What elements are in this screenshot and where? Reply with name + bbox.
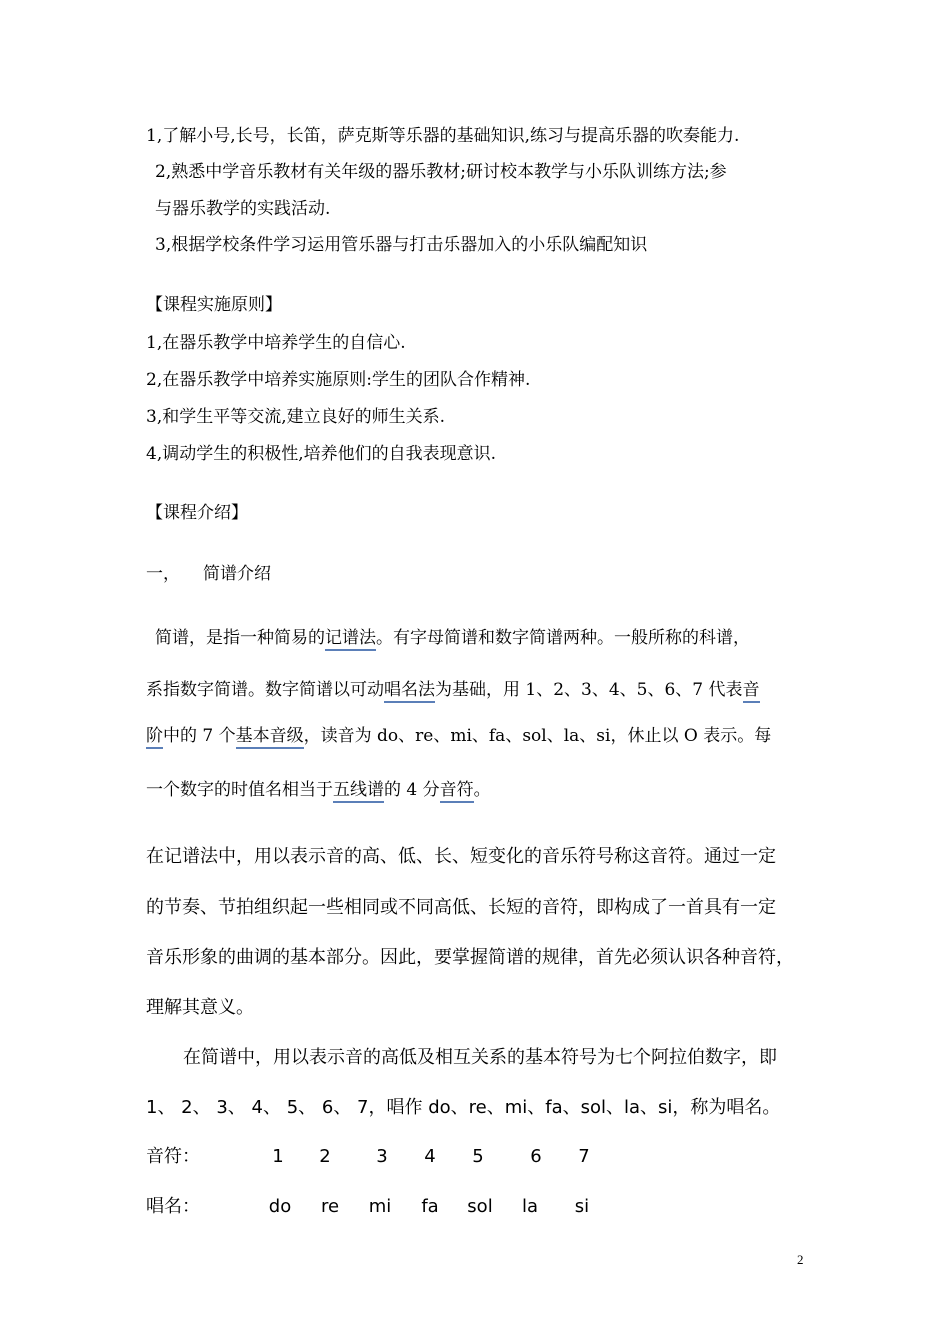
para1-text: 为基础，用 1、2、3、4、5、6、7 代表 xyxy=(435,680,743,700)
syllable-value: mi xyxy=(368,1196,392,1217)
para1-line-3 xyxy=(146,726,771,746)
para2-line-4: 理解其意义。 xyxy=(146,997,254,1018)
goal-line-2: 2,熟悉中学音乐教材有关年级的器乐教材;研讨校本教学与小乐队训练方法;参 xyxy=(155,162,727,182)
principles-heading: 【课程实施原则】 xyxy=(146,295,282,315)
notes-row-label: 音符： xyxy=(146,1146,200,1167)
para2-line-2: 的节奏、节拍组织起一些相同或不同高低、长短的音符，即构成了一首具有一定 xyxy=(146,897,776,918)
para1-text: 。有字母简谱和数字简谱两种。一般所称的科谱， xyxy=(376,628,750,648)
principle-line-3: 3,和学生平等交流,建立良好的师生关系. xyxy=(146,407,446,427)
para2-line-3: 音乐形象的曲调的基本部分。因此，要掌握简谱的规律，首先必须认识各种音符， xyxy=(146,947,794,968)
syllable-value: re xyxy=(320,1196,340,1217)
note-value: 3 xyxy=(376,1146,388,1167)
para1-line-1 xyxy=(155,628,750,648)
syllable-value: do xyxy=(268,1196,292,1217)
para1-line-2 xyxy=(146,680,760,700)
note-value: 5 xyxy=(472,1146,484,1167)
principle-line-2: 2,在器乐教学中培养实施原则:学生的团队合作精神. xyxy=(146,370,531,390)
syllable-value: sol xyxy=(467,1196,493,1217)
note-value: 2 xyxy=(319,1146,331,1167)
principle-line-4: 4,调动学生的积极性,培养他们的自我表现意识. xyxy=(146,444,497,464)
link-staff-notation[interactable]: 五线谱 xyxy=(333,780,384,803)
para2-line-1: 在记谱法中，用以表示音的高、低、长、短变化的音乐符号称这音符。通过一定 xyxy=(146,846,776,867)
link-notation-method[interactable]: 记谱法 xyxy=(325,628,376,651)
goal-line-4: 3,根据学校条件学习运用管乐器与打击乐器加入的小乐队编配知识 xyxy=(155,235,648,255)
note-value: 1 xyxy=(272,1146,284,1167)
page-number: 2 xyxy=(797,1252,804,1267)
section-number: 一， xyxy=(146,564,180,584)
link-scale-part2[interactable]: 阶 xyxy=(146,726,163,749)
para1-text: 的 4 分 xyxy=(384,780,440,800)
note-value: 4 xyxy=(424,1146,436,1167)
para1-text: 。 xyxy=(473,780,491,800)
para3-line-2: 1、 2、 3、 4、 5、 6、 7，唱作 do、re、mi、fa、sol、la、si，称为唱名。 xyxy=(146,1097,781,1118)
link-note[interactable]: 音符 xyxy=(440,780,474,803)
para1-text: 一个数字的时值名相当于 xyxy=(146,780,333,800)
section-title: 简谱介绍 xyxy=(203,564,271,584)
para1-text: 简谱，是指一种简易的 xyxy=(155,628,325,648)
para1-text: ，读音为 do、re、mi、fa、sol、la、si，休止以 O 表示。每 xyxy=(303,726,772,746)
link-scale-part1[interactable]: 音 xyxy=(743,680,760,703)
para1-text: 系指数字简谱。数字简谱以可动 xyxy=(146,680,384,700)
goal-line-3: 与器乐教学的实践活动. xyxy=(155,199,331,219)
principle-line-1: 1,在器乐教学中培养学生的自信心. xyxy=(146,333,406,353)
link-solmization[interactable]: 唱名法 xyxy=(384,680,435,703)
syllable-value: fa xyxy=(421,1196,439,1217)
goal-line-1: 1,了解小号,长号，长笛，萨克斯等乐器的基础知识,练习与提高乐器的吹奏能力. xyxy=(146,126,740,146)
link-basic-degree[interactable]: 基本音级 xyxy=(236,726,304,749)
note-value: 7 xyxy=(578,1146,590,1167)
names-row-label: 唱名： xyxy=(146,1196,200,1217)
para1-text: 中的 7 个 xyxy=(163,726,236,746)
para3-line-1: 在简谱中，用以表示音的高低及相互关系的基本符号为七个阿拉伯数字，即 xyxy=(183,1047,777,1068)
para1-line-4 xyxy=(146,780,491,800)
intro-heading: 【课程介绍】 xyxy=(146,503,248,523)
note-value: 6 xyxy=(530,1146,542,1167)
syllable-value: si xyxy=(574,1196,590,1217)
syllable-value: la xyxy=(521,1196,539,1217)
